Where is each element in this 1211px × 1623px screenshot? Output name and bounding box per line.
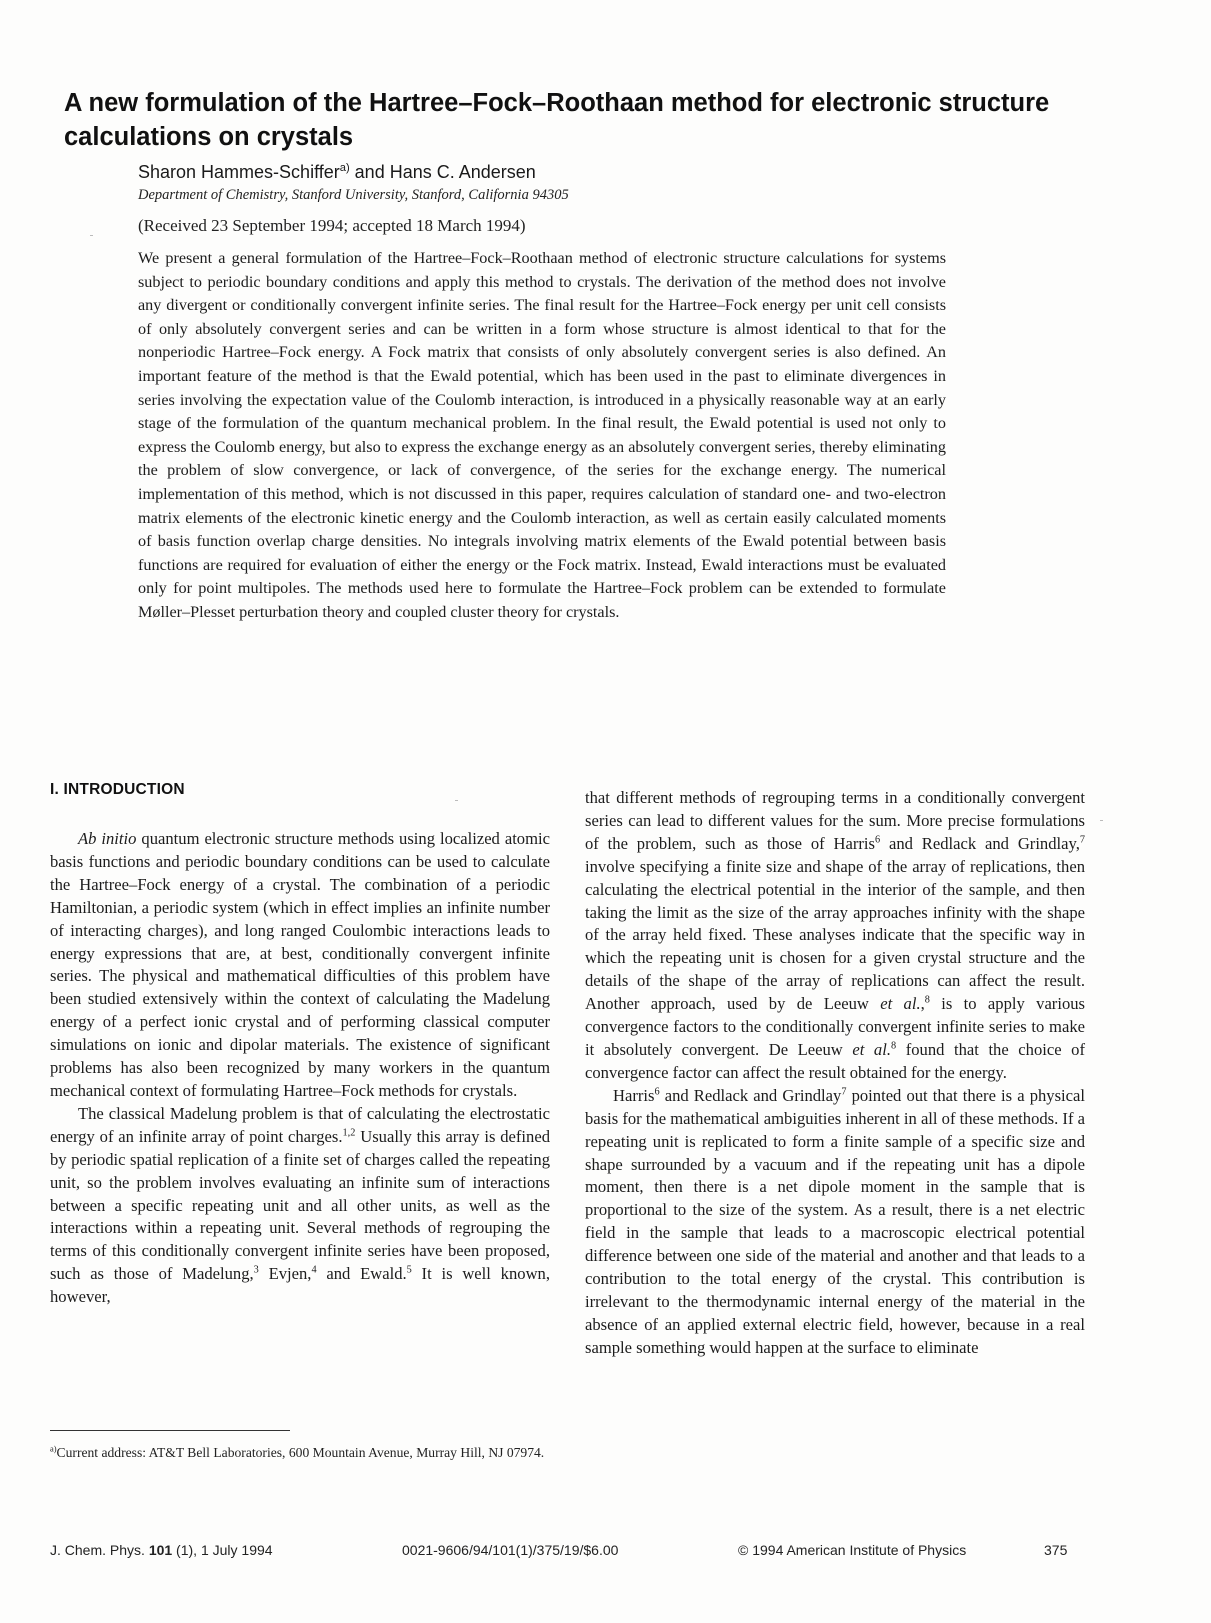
copyright: © 1994 American Institute of Physics	[738, 1542, 967, 1558]
section-heading: I. INTRODUCTION	[50, 781, 185, 798]
footnote-mark: a)	[339, 162, 350, 174]
citation: 8	[924, 994, 930, 1006]
author-name: Sharon Hammes-Schiffer	[138, 162, 340, 182]
citation: 7	[841, 1086, 847, 1098]
journal-citation: J. Chem. Phys. 101 (1), 1 July 1994	[50, 1542, 273, 1558]
footnote-mark: a)	[50, 1443, 57, 1454]
article-title: A new formulation of the Hartree–Fock–Roothaan method for electronic structure calculations on crystals	[64, 89, 1050, 151]
citation: 6	[875, 834, 881, 846]
scan-speck	[455, 800, 458, 801]
right-column	[585, 787, 1085, 1360]
paragraph: Harris$^6$ and Redlack and Grindlay$^7$ pointed out that there is a physical basis for the mathematical ambiguities inherent in all of these methods. If a repeating unit is replicated to form a finite sample of a specific size and shape surrounded by a vacuum and if the repeating unit has a dipole moment, then there is a net dipole moment in the sample that is proportional to the size of the system. As a result, there is a net electric field in the sample that leads to a macroscopic electrical potential difference between one side of the material and another and that leads to a contribution to the total energy of the crystal. This contribution is irrelevant to the thermodynamic internal energy of the material in the absence of an applied external electric field, however, because in a real sample something would happen at the surface to eliminate	[585, 1085, 1085, 1357]
affiliation: Department of Chemistry, Stanford University, Stanford, California 94305	[138, 187, 569, 203]
scan-speck	[1100, 820, 1103, 821]
citation: 8	[890, 1040, 897, 1052]
paragraph: Ab initio quantum electronic structure methods using localized atomic basis functions and periodic boundary conditions can be used to calculate the Hartree–Fock energy of a crystal. The combination of a periodic Hamiltonian, a periodic system (which in effect implies an infinite number of interacting charges), and long ranged Coulombic interactions leads to energy expressions that are, at best, conditionally convergent infinite series. The physical and mathematical difficulties of this problem have been studied extensively within the context of calculating the Madelung energy of a perfect ionic crystal and of performing classical computer simulations on ionic and dipolar materials. The existence of significant problems has also been recognized by many workers in the quantum mechanical context of formulating Hartree–Fock methods for crystals.	[50, 829, 550, 1100]
citation: 4	[311, 1264, 317, 1276]
article-code: 0021-9606/94/101(1)/375/19/$6.00	[402, 1542, 619, 1558]
author-list	[138, 162, 536, 183]
paragraph: The classical Madelung problem is that of calculating the electrostatic energy of an infinite array of point charges.$^{1,2}$ Usually this array is defined by periodic spatial replication of a finite set of charges called the repeating unit, so the problem involves evaluating an infinite sum of interactions between a specific repeating unit and all other units, as well as the interactions within a repeating unit. Several methods of regrouping the terms of this conditionally convergent infinite series have been proposed, such as those of Madelung,$^3$ Evjen,$^4$ and Ewald.$^5$ It is well known, however,	[50, 1103, 550, 1307]
citation: 3	[253, 1264, 259, 1276]
citation: 5	[406, 1264, 412, 1276]
received-date: (Received 23 September 1994; accepted 18 March 1994)	[138, 216, 526, 235]
citation: 6	[654, 1086, 660, 1098]
abstract: We present a general formulation of the Hartree–Fock–Roothaan method of electronic structure calculations for systems subject to periodic boundary conditions and apply this method to crystals. The derivation of the method does not involve any divergent or conditionally convergent infinite series. The final result for the Hartree–Fock energy per unit cell consists of only absolutely convergent series and can be written in a form whose structure is almost identical to that for the nonperiodic Hartree–Fock energy. A Fock matrix that consists of only absolutely convergent series is also defined. An important feature of the method is that the Ewald potential, which has been used in the past to eliminate divergences in series involving the expectation value of the Coulomb interaction, is introduced in a physically reasonable way at an early stage of the formulation of the quantum mechanical problem. In the final result, the Ewald potential is used not only to express the Coulomb energy, but also to express the exchange energy as an absolutely convergent series, thereby eliminating the problem of slow convergence, or lack of convergence, of the series for the exchange energy. The numerical implementation of this method, which is not discussed in this paper, requires calculation of standard one- and two-electron matrix elements of the electronic kinetic energy and the Coulomb interaction, as well as certain easily calculated moments of basis function overlap charge densities. No integrals involving matrix elements of the Ewald potential between basis functions are required for evaluation of either the energy or the Fock matrix. Instead, Ewald interactions must be evaluated only for point multipoles. The methods used here to formulate the Hartree–Fock problem can be extended to formulate Møller–Plesset perturbation theory and coupled cluster theory for crystals.	[138, 249, 946, 621]
footnote-divider	[50, 1430, 290, 1431]
scan-speck	[90, 235, 93, 236]
paragraph: that different methods of regrouping terms in a conditionally convergent series can lead to different values for the sum. More precise formulations of the problem, such as those of Harris$^6$ and Redlack and Grindlay,$^7$ involve specifying a finite size and shape of the array of replications, then calculating the electrical potential in the interior of the sample, and then taking the limit as the size of the array approaches infinity with the shape of the array held fixed. These analyses indicate that the specific way in which the repeating unit is chosen for a given crystal structure and the details of the shape of the array of replications can affect the result. Another approach, used by de Leeuw et al.,$^8$ is to apply various convergence factors to the conditionally convergent infinite series to make it absolutely convergent. De Leeuw et al.$^8$ found that the choice of convergence factor can affect the result obtained for the energy.	[585, 788, 1086, 1082]
italic-phrase: Ab initio	[78, 829, 137, 848]
footnote: $^{a)}$Current address: AT&T Bell Laboratories, 600 Mountain Avenue, Murray Hill, NJ 07974.	[50, 1443, 545, 1460]
page-number: 375	[1044, 1542, 1068, 1558]
author-name: and Hans C. Andersen	[349, 162, 536, 182]
volume-number: 101	[148, 1542, 173, 1558]
citation: 7	[1079, 834, 1086, 846]
citation: 1,2	[342, 1127, 356, 1139]
left-column	[50, 780, 550, 1309]
